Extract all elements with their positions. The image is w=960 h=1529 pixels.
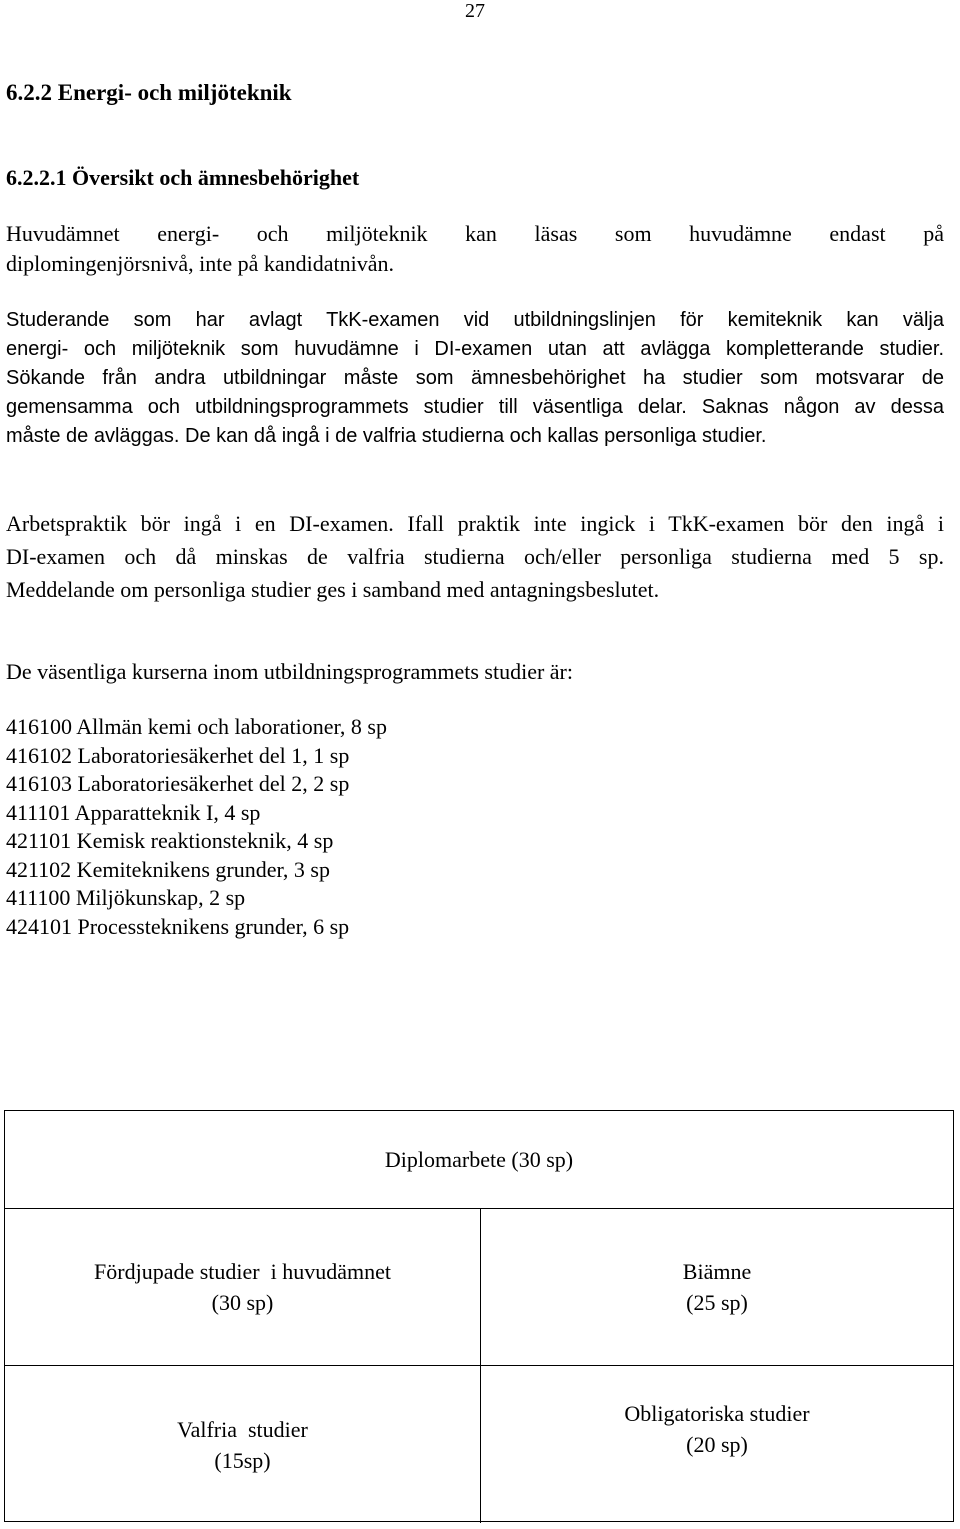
- diagram-row-subjects: [5, 1209, 953, 1366]
- thesis-label: Diplomarbete (30 sp): [384, 1147, 574, 1172]
- advanced-studies-cell: [5, 1209, 481, 1365]
- course-item: 411100 Miljökunskap, 2 sp: [6, 885, 246, 910]
- paragraph-line: Arbetspraktik bör ingå i en DI-examen. Ifall praktik inte ingick i TkK-examen bör den ingå i: [6, 511, 944, 536]
- paragraph-line: gemensamma och utbildningsprogrammets studier till väsentliga delar. Saknas någon av dessa: [6, 396, 944, 418]
- paragraph-line: Huvudämnet energi- och miljöteknik kan läsas som huvudämne endast på: [6, 221, 944, 246]
- course-item: 421102 Kemiteknikens grunder, 3 sp: [6, 856, 330, 882]
- course-list: [6, 713, 387, 941]
- course-item: 421101 Kemisk reaktionsteknik, 4 sp: [6, 828, 334, 853]
- course-item: 424101 Processteknikens grunder, 6 sp: [6, 913, 350, 939]
- degree-structure-diagram: [4, 1110, 954, 1522]
- paragraph-eligibility: [6, 306, 944, 451]
- compulsory-studies-title: Obligatoriska studier: [624, 1401, 810, 1426]
- advanced-studies-title: Fördjupade studier i huvudämnet: [94, 1259, 391, 1284]
- section-heading: 6.2.2 Energi- och miljöteknik: [6, 80, 292, 105]
- minor-subject-credits: (25 sp): [686, 1290, 748, 1315]
- elective-studies-cell: [5, 1366, 481, 1523]
- thesis-cell: [5, 1111, 953, 1208]
- minor-subject-title: Biämne: [682, 1259, 752, 1284]
- diagram-row-thesis: [5, 1111, 953, 1209]
- elective-studies-credits: (15sp): [214, 1447, 271, 1473]
- paragraph-line: energi- och miljöteknik som huvudämne i DI-examen utan att avlägga kompletterande studier.: [6, 338, 944, 360]
- subsection-heading: 6.2.2.1 Översikt och ämnesbehörighet: [6, 165, 360, 190]
- compulsory-studies-credits: (20 sp): [686, 1432, 748, 1457]
- paragraph-line: Meddelande om personliga studier ges i samband med antagningsbeslutet.: [6, 577, 660, 602]
- paragraph-line: Sökande från andra utbildningar måste som ämnesbehörighet ha studier som motsvarar de: [6, 367, 944, 389]
- advanced-studies-credits: (30 sp): [211, 1290, 274, 1315]
- paragraph-line: måste de avläggas. De kan då ingå i de valfria studierna och kallas personliga studier.: [6, 425, 767, 447]
- paragraph-line: De väsentliga kurserna inom utbildningsprogrammets studier är:: [6, 659, 573, 684]
- page-number: 27: [465, 0, 485, 22]
- course-item: 416102 Laboratoriesäkerhet del 1, 1 sp: [6, 742, 350, 768]
- elective-studies-title: Valfria studier: [177, 1416, 308, 1442]
- paragraph-internship: [6, 507, 944, 606]
- courses-intro: [6, 657, 944, 687]
- course-item: 416103 Laboratoriesäkerhet del 2, 2 sp: [6, 771, 350, 796]
- course-item: 416100 Allmän kemi och laborationer, 8 sp: [6, 714, 387, 739]
- paragraph-line: Studerande som har avlagt TkK-examen vid utbildningslinjen för kemiteknik kan välja: [6, 309, 944, 331]
- minor-subject-cell: [481, 1209, 953, 1365]
- paragraph-main-subject: [6, 219, 944, 279]
- diagram-row-other: [5, 1366, 953, 1523]
- paragraph-line: DI-examen och då minskas de valfria studierna och/eller personliga studierna med 5 sp.: [6, 544, 944, 569]
- compulsory-studies-cell: [481, 1366, 953, 1523]
- paragraph-line: diplomingenjörsnivå, inte på kandidatnivån.: [6, 251, 394, 276]
- course-item: 411101 Apparatteknik I, 4 sp: [6, 799, 261, 825]
